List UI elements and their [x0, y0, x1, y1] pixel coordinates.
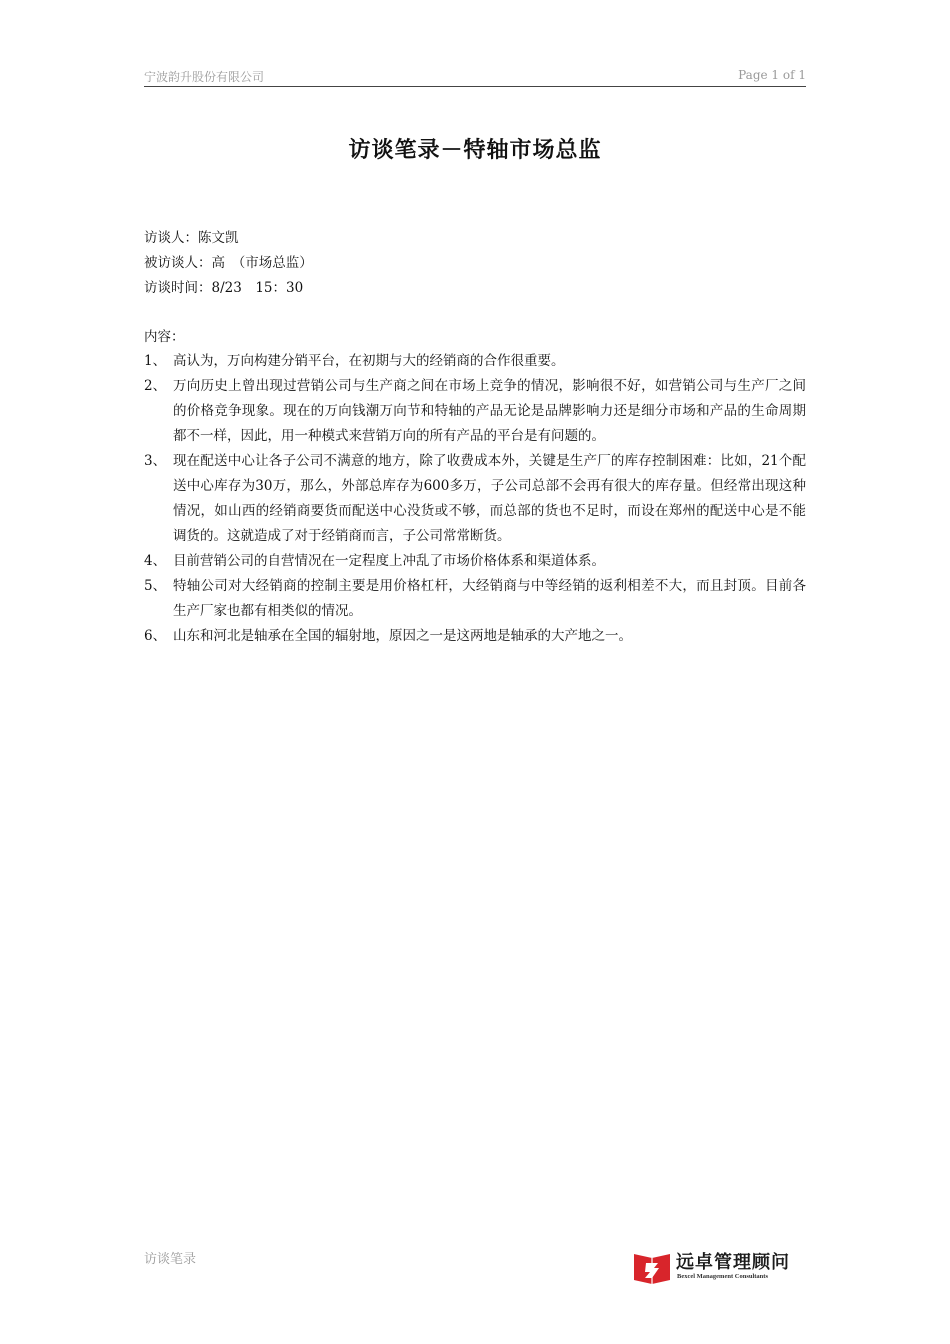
header-page-number: Page 1 of 1 [738, 68, 806, 82]
item-text: 山东和河北是轴承在全国的辐射地，原因之一是这两地是轴承的大产地之一。 [173, 628, 632, 644]
item-text: 高认为，万向构建分销平台，在初期与大的经销商的合作很重要。 [173, 353, 565, 369]
page-header [144, 66, 806, 87]
interviewer-line: 访谈人：陈文凯 [144, 230, 239, 246]
list-item [144, 374, 806, 449]
company-logo [632, 1248, 812, 1288]
content-list [144, 349, 806, 649]
list-item [144, 624, 806, 649]
interviewee-line: 被访谈人：高 （市场总监） [144, 255, 313, 271]
list-item [144, 549, 806, 574]
list-item [144, 349, 806, 374]
logo-chinese-name: 远卓管理顾问 [676, 1252, 790, 1273]
list-item [144, 449, 806, 549]
footer-label: 访谈笔录 [144, 1252, 197, 1267]
list-item [144, 574, 806, 624]
item-number: 6、 [144, 628, 167, 644]
document-title: 访谈笔录－特轴市场总监 [348, 137, 602, 163]
interview-time-line: 访谈时间：8/23 15：30 [144, 280, 304, 296]
header-company: 宁波韵升股份有限公司 [144, 70, 265, 84]
item-number: 1、 [144, 353, 167, 369]
item-text: 特轴公司对大经销商的控制主要是用价格杠杆，大经销商与中等经销的返利相差不大，而且封顶。目前各生产厂家也都有相类似的情况。 [173, 578, 806, 619]
logo-english-name: Bexcel Management Consultants [677, 1273, 768, 1280]
item-text: 万向历史上曾出现过营销公司与生产商之间在市场上竞争的情况，影响很不好，如营销公司与生产厂之间的价格竞争现象。现在的万向钱潮万向节和特轴的产品无论是品牌影响力还是细分市场和产品的生命周期都不一样，因此，用一种模式来营销万向的所有产品的平台是有问题的。 [173, 378, 806, 444]
interview-meta [144, 226, 313, 301]
book-logo-icon [632, 1250, 672, 1284]
item-text: 目前营销公司的自营情况在一定程度上冲乱了市场价格体系和渠道体系。 [173, 553, 605, 569]
item-number: 3、 [144, 453, 167, 469]
item-text: 现在配送中心让各子公司不满意的地方，除了收费成本外，关键是生产厂的库存控制困难：比如，21个配送中心库存为30万，那么，外部总库存为600多万，子公司总部不会再有很大的库存量。但经常出现这种情况，如山西的经销商要货而配送中心没货或不够，而总部的货也不足时，而设在郑州的配送中心是不能调货的。这就造成了对于经销商而言，子公司常常断货。 [173, 453, 806, 544]
item-number: 4、 [144, 553, 167, 569]
content-label: 内容： [144, 329, 185, 345]
item-number: 2、 [144, 378, 167, 394]
item-number: 5、 [144, 578, 167, 594]
